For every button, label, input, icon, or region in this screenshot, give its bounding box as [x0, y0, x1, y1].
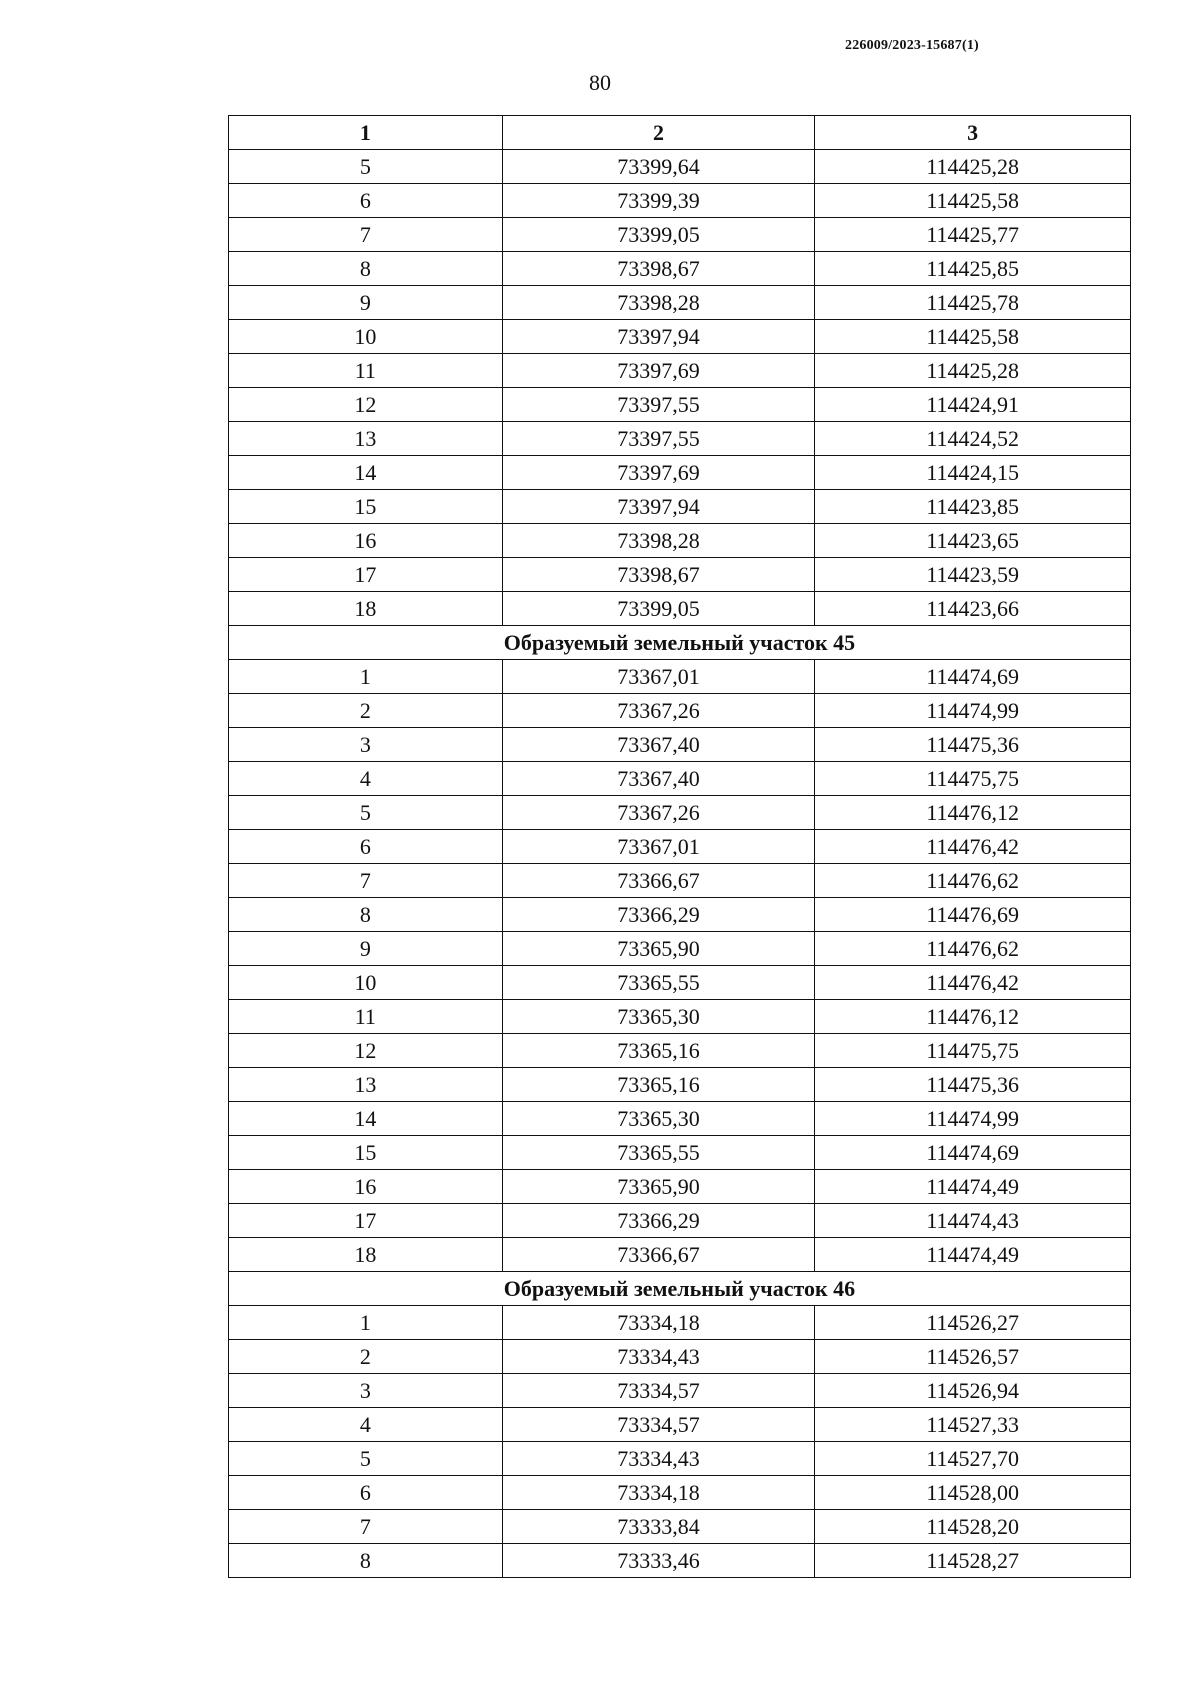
y-coordinate-cell: 114424,52	[815, 422, 1131, 456]
table-row	[229, 694, 1131, 728]
x-coordinate-cell: 73365,30	[502, 1000, 815, 1034]
header-row	[229, 116, 1131, 150]
point-number-cell: 10	[229, 320, 503, 354]
table-row	[229, 864, 1131, 898]
table-row	[229, 1544, 1131, 1578]
section-title: Образуемый земельный участок 45	[229, 626, 1131, 660]
table-row	[229, 1476, 1131, 1510]
x-coordinate-cell: 73365,55	[502, 966, 815, 1000]
y-coordinate-cell: 114425,77	[815, 218, 1131, 252]
table-row	[229, 762, 1131, 796]
x-coordinate-cell: 73397,94	[502, 320, 815, 354]
x-coordinate-cell: 73367,40	[502, 762, 815, 796]
x-coordinate-cell: 73334,43	[502, 1340, 815, 1374]
y-coordinate-cell: 114474,49	[815, 1170, 1131, 1204]
x-coordinate-cell: 73398,28	[502, 286, 815, 320]
y-coordinate-cell: 114476,69	[815, 898, 1131, 932]
table-row	[229, 1000, 1131, 1034]
x-coordinate-cell: 73367,40	[502, 728, 815, 762]
x-coordinate-cell: 73366,67	[502, 1238, 815, 1272]
header-col-2: 2	[502, 116, 815, 150]
point-number-cell: 8	[229, 252, 503, 286]
x-coordinate-cell: 73365,55	[502, 1136, 815, 1170]
x-coordinate-cell: 73398,28	[502, 524, 815, 558]
table-row	[229, 1170, 1131, 1204]
header-col-1: 1	[229, 116, 503, 150]
point-number-cell: 5	[229, 1442, 503, 1476]
table-row	[229, 422, 1131, 456]
table-row	[229, 1068, 1131, 1102]
point-number-cell: 17	[229, 1204, 503, 1238]
y-coordinate-cell: 114423,65	[815, 524, 1131, 558]
y-coordinate-cell: 114423,66	[815, 592, 1131, 626]
table-row	[229, 320, 1131, 354]
table-row	[229, 388, 1131, 422]
y-coordinate-cell: 114474,99	[815, 694, 1131, 728]
point-number-cell: 14	[229, 456, 503, 490]
table-row	[229, 1204, 1131, 1238]
y-coordinate-cell: 114425,58	[815, 184, 1131, 218]
table-row	[229, 252, 1131, 286]
y-coordinate-cell: 114474,69	[815, 660, 1131, 694]
y-coordinate-cell: 114475,75	[815, 762, 1131, 796]
x-coordinate-cell: 73366,67	[502, 864, 815, 898]
section-row	[229, 1272, 1131, 1306]
x-coordinate-cell: 73365,16	[502, 1034, 815, 1068]
x-coordinate-cell: 73399,05	[502, 218, 815, 252]
table-body	[229, 150, 1131, 1578]
x-coordinate-cell: 73399,05	[502, 592, 815, 626]
x-coordinate-cell: 73397,55	[502, 422, 815, 456]
x-coordinate-cell: 73334,18	[502, 1306, 815, 1340]
table-row	[229, 524, 1131, 558]
table-row	[229, 728, 1131, 762]
x-coordinate-cell: 73399,64	[502, 150, 815, 184]
point-number-cell: 7	[229, 864, 503, 898]
table-row	[229, 354, 1131, 388]
point-number-cell: 5	[229, 150, 503, 184]
y-coordinate-cell: 114526,94	[815, 1374, 1131, 1408]
table-row	[229, 898, 1131, 932]
table-row	[229, 1442, 1131, 1476]
point-number-cell: 2	[229, 694, 503, 728]
y-coordinate-cell: 114423,85	[815, 490, 1131, 524]
point-number-cell: 15	[229, 490, 503, 524]
y-coordinate-cell: 114528,20	[815, 1510, 1131, 1544]
point-number-cell: 8	[229, 898, 503, 932]
y-coordinate-cell: 114425,28	[815, 150, 1131, 184]
x-coordinate-cell: 73398,67	[502, 558, 815, 592]
y-coordinate-cell: 114475,36	[815, 728, 1131, 762]
point-number-cell: 5	[229, 796, 503, 830]
point-number-cell: 7	[229, 218, 503, 252]
table-row	[229, 184, 1131, 218]
x-coordinate-cell: 73399,39	[502, 184, 815, 218]
point-number-cell: 9	[229, 932, 503, 966]
y-coordinate-cell: 114528,27	[815, 1544, 1131, 1578]
y-coordinate-cell: 114476,42	[815, 966, 1131, 1000]
section-row	[229, 626, 1131, 660]
x-coordinate-cell: 73366,29	[502, 1204, 815, 1238]
table-row	[229, 830, 1131, 864]
point-number-cell: 17	[229, 558, 503, 592]
table-row	[229, 1136, 1131, 1170]
point-number-cell: 9	[229, 286, 503, 320]
point-number-cell: 15	[229, 1136, 503, 1170]
point-number-cell: 6	[229, 184, 503, 218]
point-number-cell: 3	[229, 1374, 503, 1408]
x-coordinate-cell: 73365,90	[502, 1170, 815, 1204]
y-coordinate-cell: 114424,91	[815, 388, 1131, 422]
y-coordinate-cell: 114528,00	[815, 1476, 1131, 1510]
table-row	[229, 1034, 1131, 1068]
table-row	[229, 592, 1131, 626]
y-coordinate-cell: 114425,78	[815, 286, 1131, 320]
x-coordinate-cell: 73367,01	[502, 830, 815, 864]
table-row	[229, 796, 1131, 830]
table-row	[229, 660, 1131, 694]
table-row	[229, 1238, 1131, 1272]
y-coordinate-cell: 114424,15	[815, 456, 1131, 490]
table-row	[229, 932, 1131, 966]
x-coordinate-cell: 73334,18	[502, 1476, 815, 1510]
point-number-cell: 18	[229, 592, 503, 626]
point-number-cell: 6	[229, 1476, 503, 1510]
point-number-cell: 4	[229, 1408, 503, 1442]
y-coordinate-cell: 114526,57	[815, 1340, 1131, 1374]
x-coordinate-cell: 73333,46	[502, 1544, 815, 1578]
x-coordinate-cell: 73365,16	[502, 1068, 815, 1102]
table-row	[229, 490, 1131, 524]
y-coordinate-cell: 114474,43	[815, 1204, 1131, 1238]
point-number-cell: 3	[229, 728, 503, 762]
x-coordinate-cell: 73367,26	[502, 796, 815, 830]
x-coordinate-cell: 73398,67	[502, 252, 815, 286]
y-coordinate-cell: 114474,49	[815, 1238, 1131, 1272]
header-col-3: 3	[815, 116, 1131, 150]
table-row	[229, 286, 1131, 320]
table-row	[229, 1510, 1131, 1544]
table-row	[229, 456, 1131, 490]
point-number-cell: 14	[229, 1102, 503, 1136]
point-number-cell: 18	[229, 1238, 503, 1272]
x-coordinate-cell: 73367,26	[502, 694, 815, 728]
page-number: 80	[589, 70, 611, 95]
x-coordinate-cell: 73397,69	[502, 354, 815, 388]
table-row	[229, 558, 1131, 592]
x-coordinate-cell: 73397,94	[502, 490, 815, 524]
x-coordinate-cell: 73367,01	[502, 660, 815, 694]
x-coordinate-cell: 73365,90	[502, 932, 815, 966]
document-number: 226009/2023-15687(1)	[845, 38, 979, 53]
table-row	[229, 1374, 1131, 1408]
y-coordinate-cell: 114475,75	[815, 1034, 1131, 1068]
point-number-cell: 1	[229, 660, 503, 694]
point-number-cell: 16	[229, 524, 503, 558]
y-coordinate-cell: 114476,12	[815, 1000, 1131, 1034]
y-coordinate-cell: 114476,42	[815, 830, 1131, 864]
y-coordinate-cell: 114425,28	[815, 354, 1131, 388]
section-title: Образуемый земельный участок 46	[229, 1272, 1131, 1306]
point-number-cell: 10	[229, 966, 503, 1000]
point-number-cell: 6	[229, 830, 503, 864]
y-coordinate-cell: 114425,58	[815, 320, 1131, 354]
x-coordinate-cell: 73334,43	[502, 1442, 815, 1476]
point-number-cell: 8	[229, 1544, 503, 1578]
point-number-cell: 12	[229, 388, 503, 422]
table-row	[229, 966, 1131, 1000]
y-coordinate-cell: 114527,33	[815, 1408, 1131, 1442]
x-coordinate-cell: 73333,84	[502, 1510, 815, 1544]
y-coordinate-cell: 114527,70	[815, 1442, 1131, 1476]
table-row	[229, 1306, 1131, 1340]
table-header	[229, 116, 1131, 150]
y-coordinate-cell: 114474,99	[815, 1102, 1131, 1136]
x-coordinate-cell: 73365,30	[502, 1102, 815, 1136]
x-coordinate-cell: 73334,57	[502, 1374, 815, 1408]
y-coordinate-cell: 114526,27	[815, 1306, 1131, 1340]
y-coordinate-cell: 114476,12	[815, 796, 1131, 830]
coordinates-table	[228, 115, 1131, 1578]
y-coordinate-cell: 114476,62	[815, 864, 1131, 898]
table-row	[229, 218, 1131, 252]
point-number-cell: 11	[229, 354, 503, 388]
x-coordinate-cell: 73334,57	[502, 1408, 815, 1442]
y-coordinate-cell: 114475,36	[815, 1068, 1131, 1102]
y-coordinate-cell: 114476,62	[815, 932, 1131, 966]
table-row	[229, 1340, 1131, 1374]
point-number-cell: 16	[229, 1170, 503, 1204]
point-number-cell: 1	[229, 1306, 503, 1340]
point-number-cell: 12	[229, 1034, 503, 1068]
point-number-cell: 7	[229, 1510, 503, 1544]
point-number-cell: 11	[229, 1000, 503, 1034]
x-coordinate-cell: 73397,55	[502, 388, 815, 422]
point-number-cell: 13	[229, 1068, 503, 1102]
x-coordinate-cell: 73397,69	[502, 456, 815, 490]
y-coordinate-cell: 114425,85	[815, 252, 1131, 286]
y-coordinate-cell: 114474,69	[815, 1136, 1131, 1170]
y-coordinate-cell: 114423,59	[815, 558, 1131, 592]
table-row	[229, 150, 1131, 184]
x-coordinate-cell: 73366,29	[502, 898, 815, 932]
table-row	[229, 1408, 1131, 1442]
point-number-cell: 2	[229, 1340, 503, 1374]
table-row	[229, 1102, 1131, 1136]
point-number-cell: 13	[229, 422, 503, 456]
point-number-cell: 4	[229, 762, 503, 796]
